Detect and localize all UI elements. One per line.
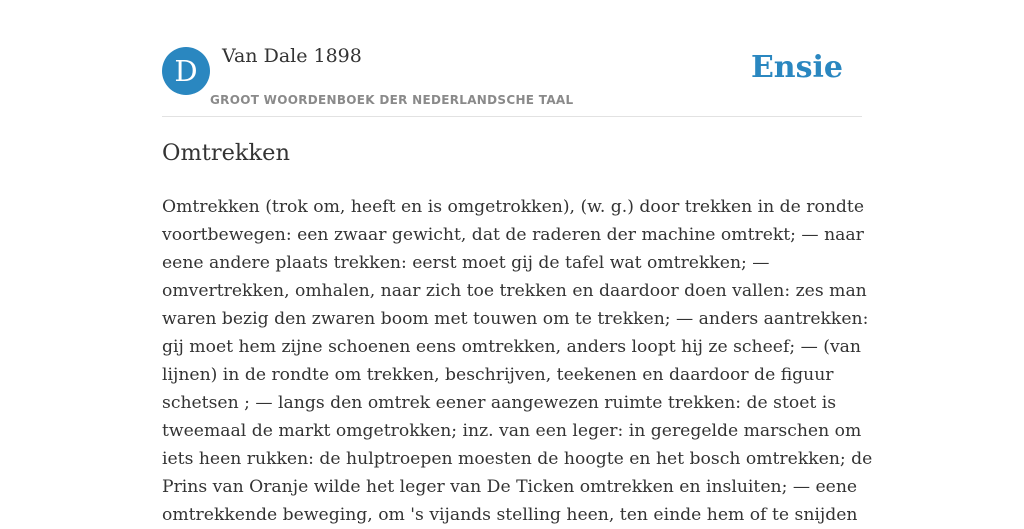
- entry-title: Omtrekken: [162, 140, 290, 166]
- definition-line: waren bezig den zwaren boom met touwen om te trekken; — anders aantrekken:: [162, 309, 869, 329]
- definition-line: eene andere plaats trekken: eerst moet gij de tafel wat omtrekken; —: [162, 253, 770, 273]
- entry-definition: [162, 193, 873, 529]
- dictionary-logo-icon[interactable]: D: [162, 47, 210, 95]
- definition-line: Prins van Oranje wilde het leger van De Ticken omtrekken en insluiten; — eene: [162, 477, 858, 497]
- definition-line: omvertrekken, omhalen, naar zich toe trekken en daardoor doen vallen: zes man: [162, 281, 867, 301]
- source-subtitle: GROOT WOORDENBOEK DER NEDERLANDSCHE TAAL: [210, 93, 574, 107]
- site-header: [162, 0, 862, 117]
- definition-line: voortbewegen: een zwaar gewicht, dat de raderen der machine omtrekt; — naar: [162, 225, 864, 245]
- definition-line: schetsen ; — langs den omtrek eener aangewezen ruimte trekken: de stoet is: [162, 393, 837, 413]
- source-title[interactable]: Van Dale 1898: [222, 45, 362, 67]
- definition-line: iets heen rukken: de hulptroepen moesten de hoogte en het bosch omtrekken; de: [162, 449, 873, 469]
- definition-line: Omtrekken (trok om, heeft en is omgetrokken), (w. g.) door trekken in de rondte: [162, 197, 864, 217]
- definition-line: gij moet hem zijne schoenen eens omtrekken, anders loopt hij ze scheef; — (van: [162, 337, 861, 357]
- definition-line: lijnen) in de rondte om trekken, beschrijven, teekenen en daardoor de figuur: [162, 365, 834, 385]
- brand-logo[interactable]: Ensie: [750, 50, 843, 85]
- definition-line: omtrekkende beweging, om 's vijands stelling heen, ten einde hem of te snijden: [162, 505, 858, 525]
- definition-line: tweemaal de markt omgetrokken; inz. van een leger: in geregelde marschen om: [162, 421, 862, 441]
